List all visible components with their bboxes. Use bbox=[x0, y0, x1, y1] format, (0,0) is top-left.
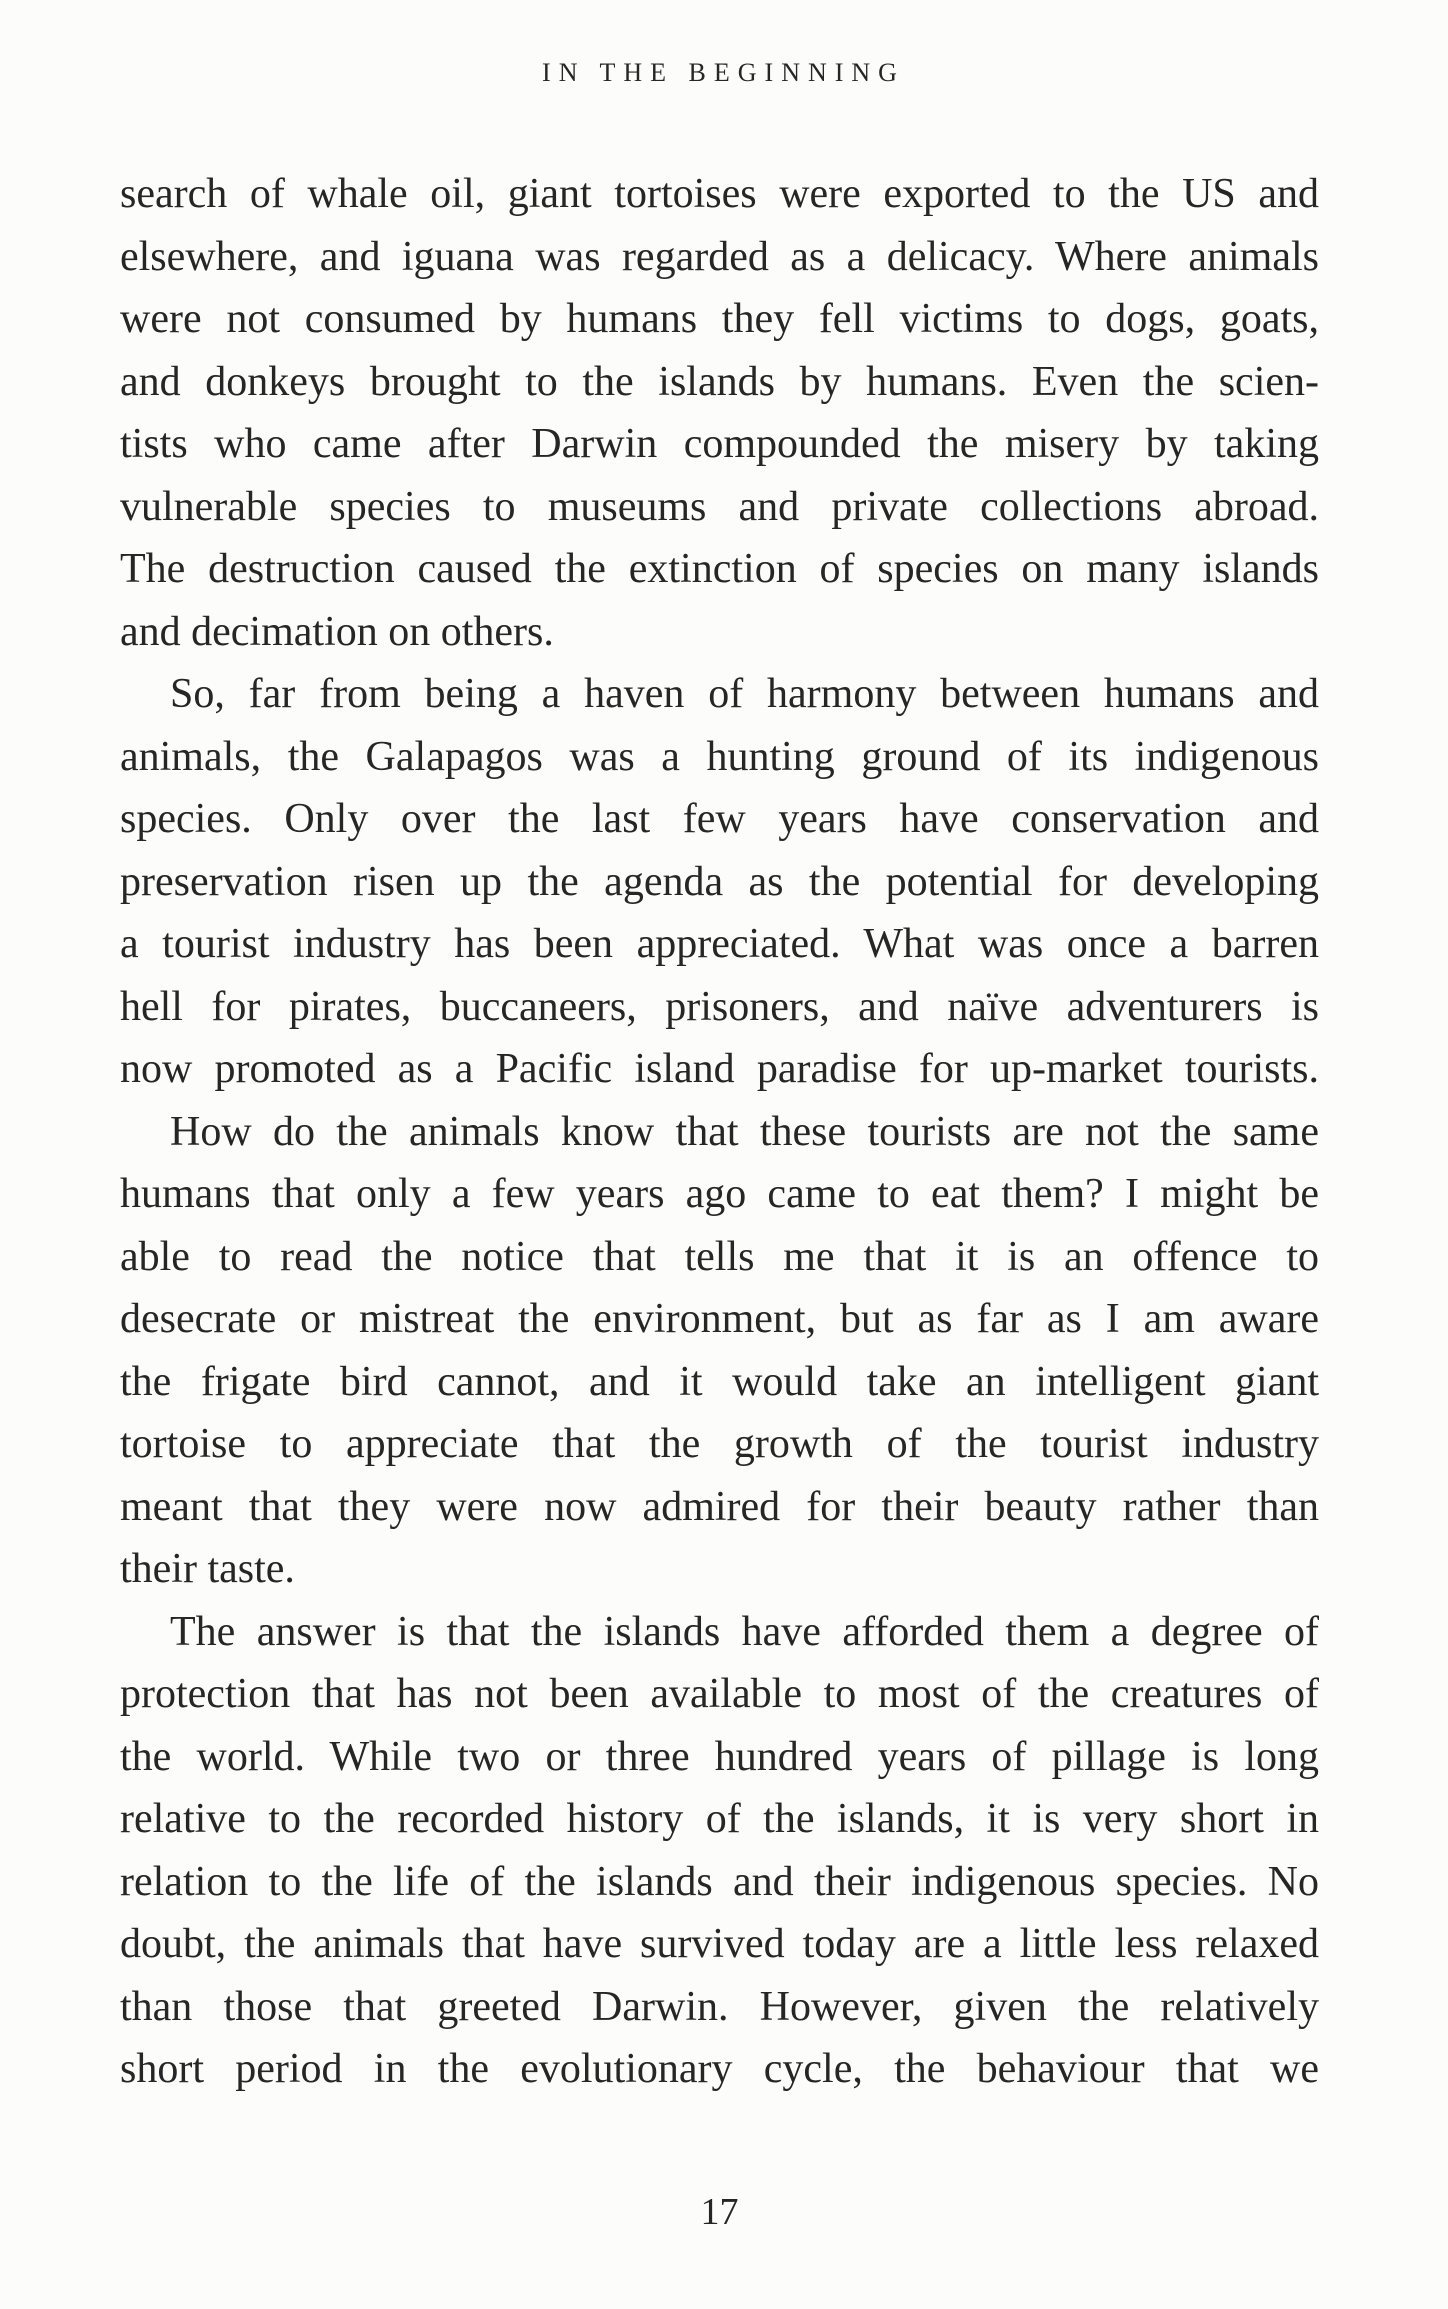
text-line: relation to the life of the islands and their indigenous species. No bbox=[120, 1858, 1319, 1905]
text-line: animals, the Galapagos was a hunting ground of its indigenous bbox=[120, 733, 1319, 780]
text-line: able to read the notice that tells me that it is an offence to bbox=[120, 1233, 1319, 1280]
text-line: species. Only over the last few years have conservation and bbox=[120, 796, 1319, 842]
page-number: 17 bbox=[700, 2191, 739, 2233]
running-head: IN THE BEGINNING bbox=[542, 58, 905, 87]
text-line: doubt, the animals that have survived today are a little less relaxed bbox=[120, 1921, 1319, 1967]
text-line: So, far from being a haven of harmony between humans and bbox=[170, 671, 1319, 717]
text-line: hell for pirates, buccaneers, prisoners, and naïve adventurers is bbox=[120, 983, 1319, 1030]
text-line: the frigate bird cannot, and it would take an intelligent giant bbox=[120, 1358, 1319, 1405]
text-line: tortoise to appreciate that the growth of the tourist industry bbox=[120, 1421, 1319, 1467]
text-line: the world. While two or three hundred years of pillage is long bbox=[120, 1733, 1319, 1780]
text-line: How do the animals know that these tourists are not the same bbox=[170, 1108, 1319, 1155]
text-line: were not consumed by humans they fell victims to dogs, goats, bbox=[120, 296, 1319, 342]
text-line: and donkeys brought to the islands by humans. Even the scien- bbox=[120, 358, 1319, 405]
text-line: protection that has not been available to most of the creatures of bbox=[120, 1671, 1319, 1717]
text-line: desecrate or mistreat the environment, but as far as I am aware bbox=[120, 1296, 1319, 1342]
text-line: elsewhere, and iguana was regarded as a delicacy. Where animals bbox=[120, 233, 1319, 280]
text-line: humans that only a few years ago came to eat them? I might be bbox=[120, 1171, 1319, 1217]
text-line: now promoted as a Pacific island paradise for up-market tourists. bbox=[120, 1046, 1319, 1092]
text-line: The destruction caused the extinction of species on many islands bbox=[120, 546, 1319, 592]
text-line: and decimation on others. bbox=[120, 608, 554, 655]
text-line: their taste. bbox=[120, 1546, 295, 1592]
text-line: meant that they were now admired for their beauty rather than bbox=[120, 1483, 1319, 1530]
text-line: search of whale oil, giant tortoises were exported to the US and bbox=[120, 171, 1319, 217]
text-line: tists who came after Darwin compounded the misery by taking bbox=[120, 421, 1319, 467]
paragraph bbox=[120, 1101, 1319, 1601]
paragraph-continued bbox=[120, 163, 1319, 663]
text-line: preservation risen up the agenda as the potential for developing bbox=[120, 858, 1319, 905]
paragraph bbox=[120, 663, 1319, 1101]
text-line: The answer is that the islands have afforded them a degree of bbox=[170, 1608, 1319, 1655]
text-line: than those that greeted Darwin. However, given the relatively bbox=[120, 1983, 1319, 2030]
text-line: relative to the recorded history of the islands, it is very short in bbox=[120, 1796, 1319, 1842]
text-line: vulnerable species to museums and private collections abroad. bbox=[120, 483, 1319, 530]
body-text bbox=[120, 163, 1319, 2101]
text-line: a tourist industry has been appreciated. What was once a barren bbox=[120, 921, 1319, 967]
text-line: short period in the evolutionary cycle, the behaviour that we bbox=[120, 2046, 1319, 2092]
paragraph bbox=[120, 1601, 1319, 2101]
